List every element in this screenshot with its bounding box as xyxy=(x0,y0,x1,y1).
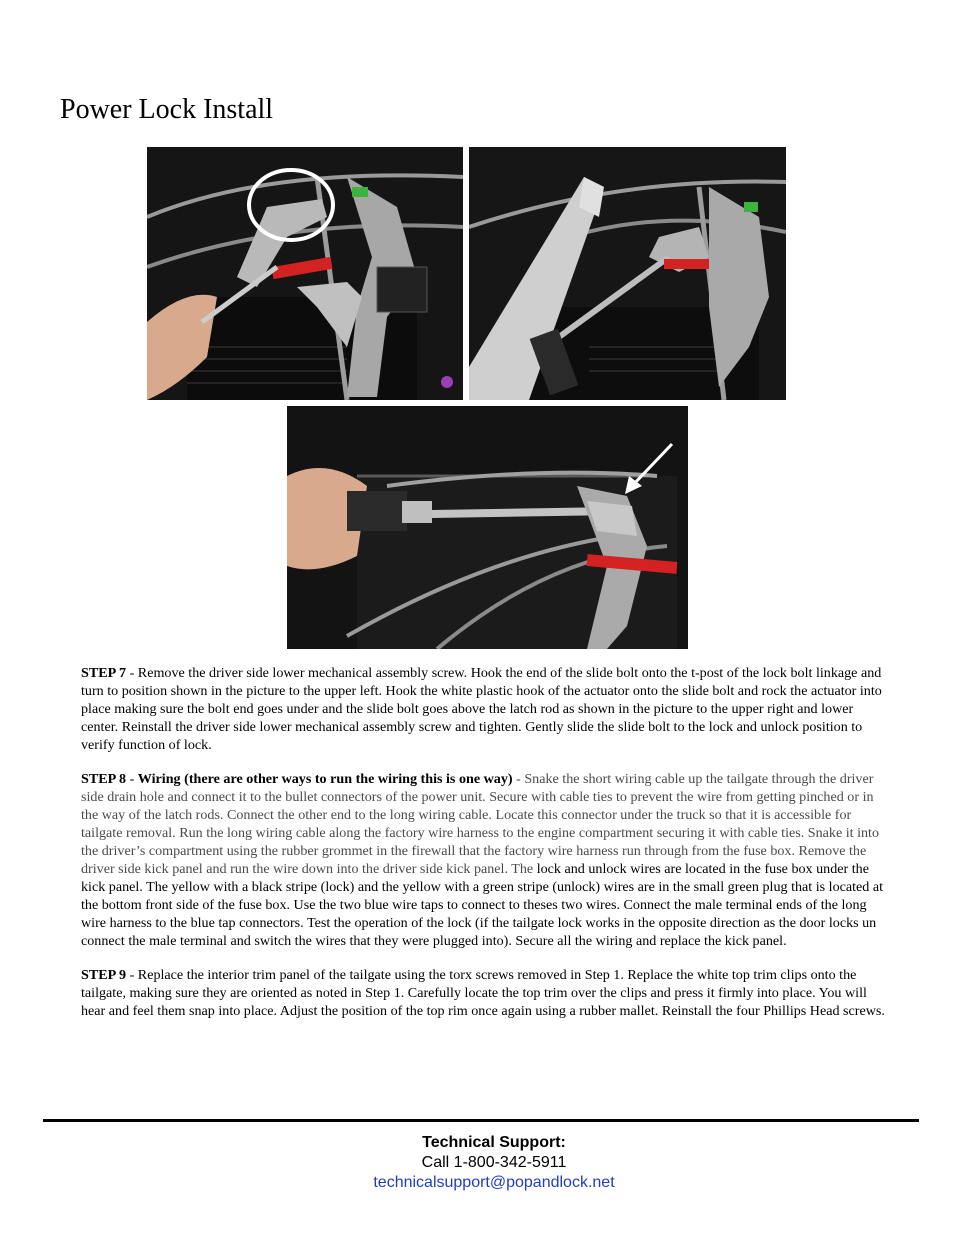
step-8-separator: - xyxy=(126,771,138,787)
support-title: Technical Support: xyxy=(422,1134,566,1151)
step-8 xyxy=(81,770,887,950)
step-7 xyxy=(81,664,887,754)
page-title: Power Lock Install xyxy=(60,94,274,125)
upper-right-photo xyxy=(469,147,786,400)
step-8-text: lock and unlock wires are located in the fuse box under the kick panel. The yellow with a black stripe (lock) and the yellow with a green stripe (unlock) wires are in the small green plug that is located at the bottom front side of the fuse box. Use the two blue wire taps to connect to theses two wires. Connect the male terminal ends of the long wire harness to the blue tap connectors. Test the operation of the lock (if the tailgate lock works in the opposite direction as the door locks un connect the male terminal and switch the wires that they were plugged into). Secure all the wiring and replace the kick panel. xyxy=(81,861,884,949)
step-7-label: STEP 7 xyxy=(81,665,127,681)
step-8-heading: Wiring (there are other ways to run the wiring this is one way) xyxy=(137,771,513,787)
lower-center-photo xyxy=(287,406,688,649)
step-7-text: - Remove the driver side lower mechanical assembly screw. Hook the end of the slide bolt onto the t-post of the lock bolt linkage and turn to position shown in the picture to the upper left. Hook the white plastic hook of the actuator onto the slide bolt and rock the actuator into place making sure the bolt end goes under and the slide bolt goes above the latch rod as shown in the picture to the upper right and lower center. Reinstall the driver side lower mechanical assembly screw and tighten. Gently slide the slide bolt to the lock and unlock position to verify function of lock. xyxy=(81,665,882,753)
upper-left-photo xyxy=(147,147,463,400)
support-email-link[interactable]: technicalsupport@popandlock.net xyxy=(373,1174,615,1191)
footer xyxy=(0,1133,954,1193)
step-8-label: STEP 8 xyxy=(81,771,127,787)
footer-divider xyxy=(43,1119,919,1122)
support-phone: Call 1-800-342-5911 xyxy=(421,1154,567,1171)
step-9-label: STEP 9 xyxy=(81,967,127,983)
instructions xyxy=(81,664,887,1036)
step-8-text-gray: - Snake the short wiring cable up the tailgate through the driver side drain hole and connect it to the bullet connectors of the power unit. Secure with cable ties to prevent the wire from getting pinched or in the way of the latch rods. Connect the other end to the long wiring cable. Locate this connector under the truck so that it is accessible for tailgate removal. Run the long wiring cable along the factory wire harness to the engine compartment securing it with cable ties. Snake it into the driver’s compartment using the rubber grommet in the firewall that the factory wire harness run through from the fuse box. Remove the driver side kick panel and run the wire down into the driver side kick panel. The xyxy=(81,771,880,877)
step-9 xyxy=(81,966,887,1020)
step-9-text: - Replace the interior trim panel of the tailgate using the torx screws removed in Step 1. Replace the white top trim clips onto the tailgate, making sure they are oriented as noted in Step 1. Carefully locate the top trim over the clips and press it firmly into place. You will hear and feel them snap into place. Adjust the position of the top rim once again using a rubber mallet. Reinstall the four Phillips Head screws. xyxy=(81,967,885,1019)
